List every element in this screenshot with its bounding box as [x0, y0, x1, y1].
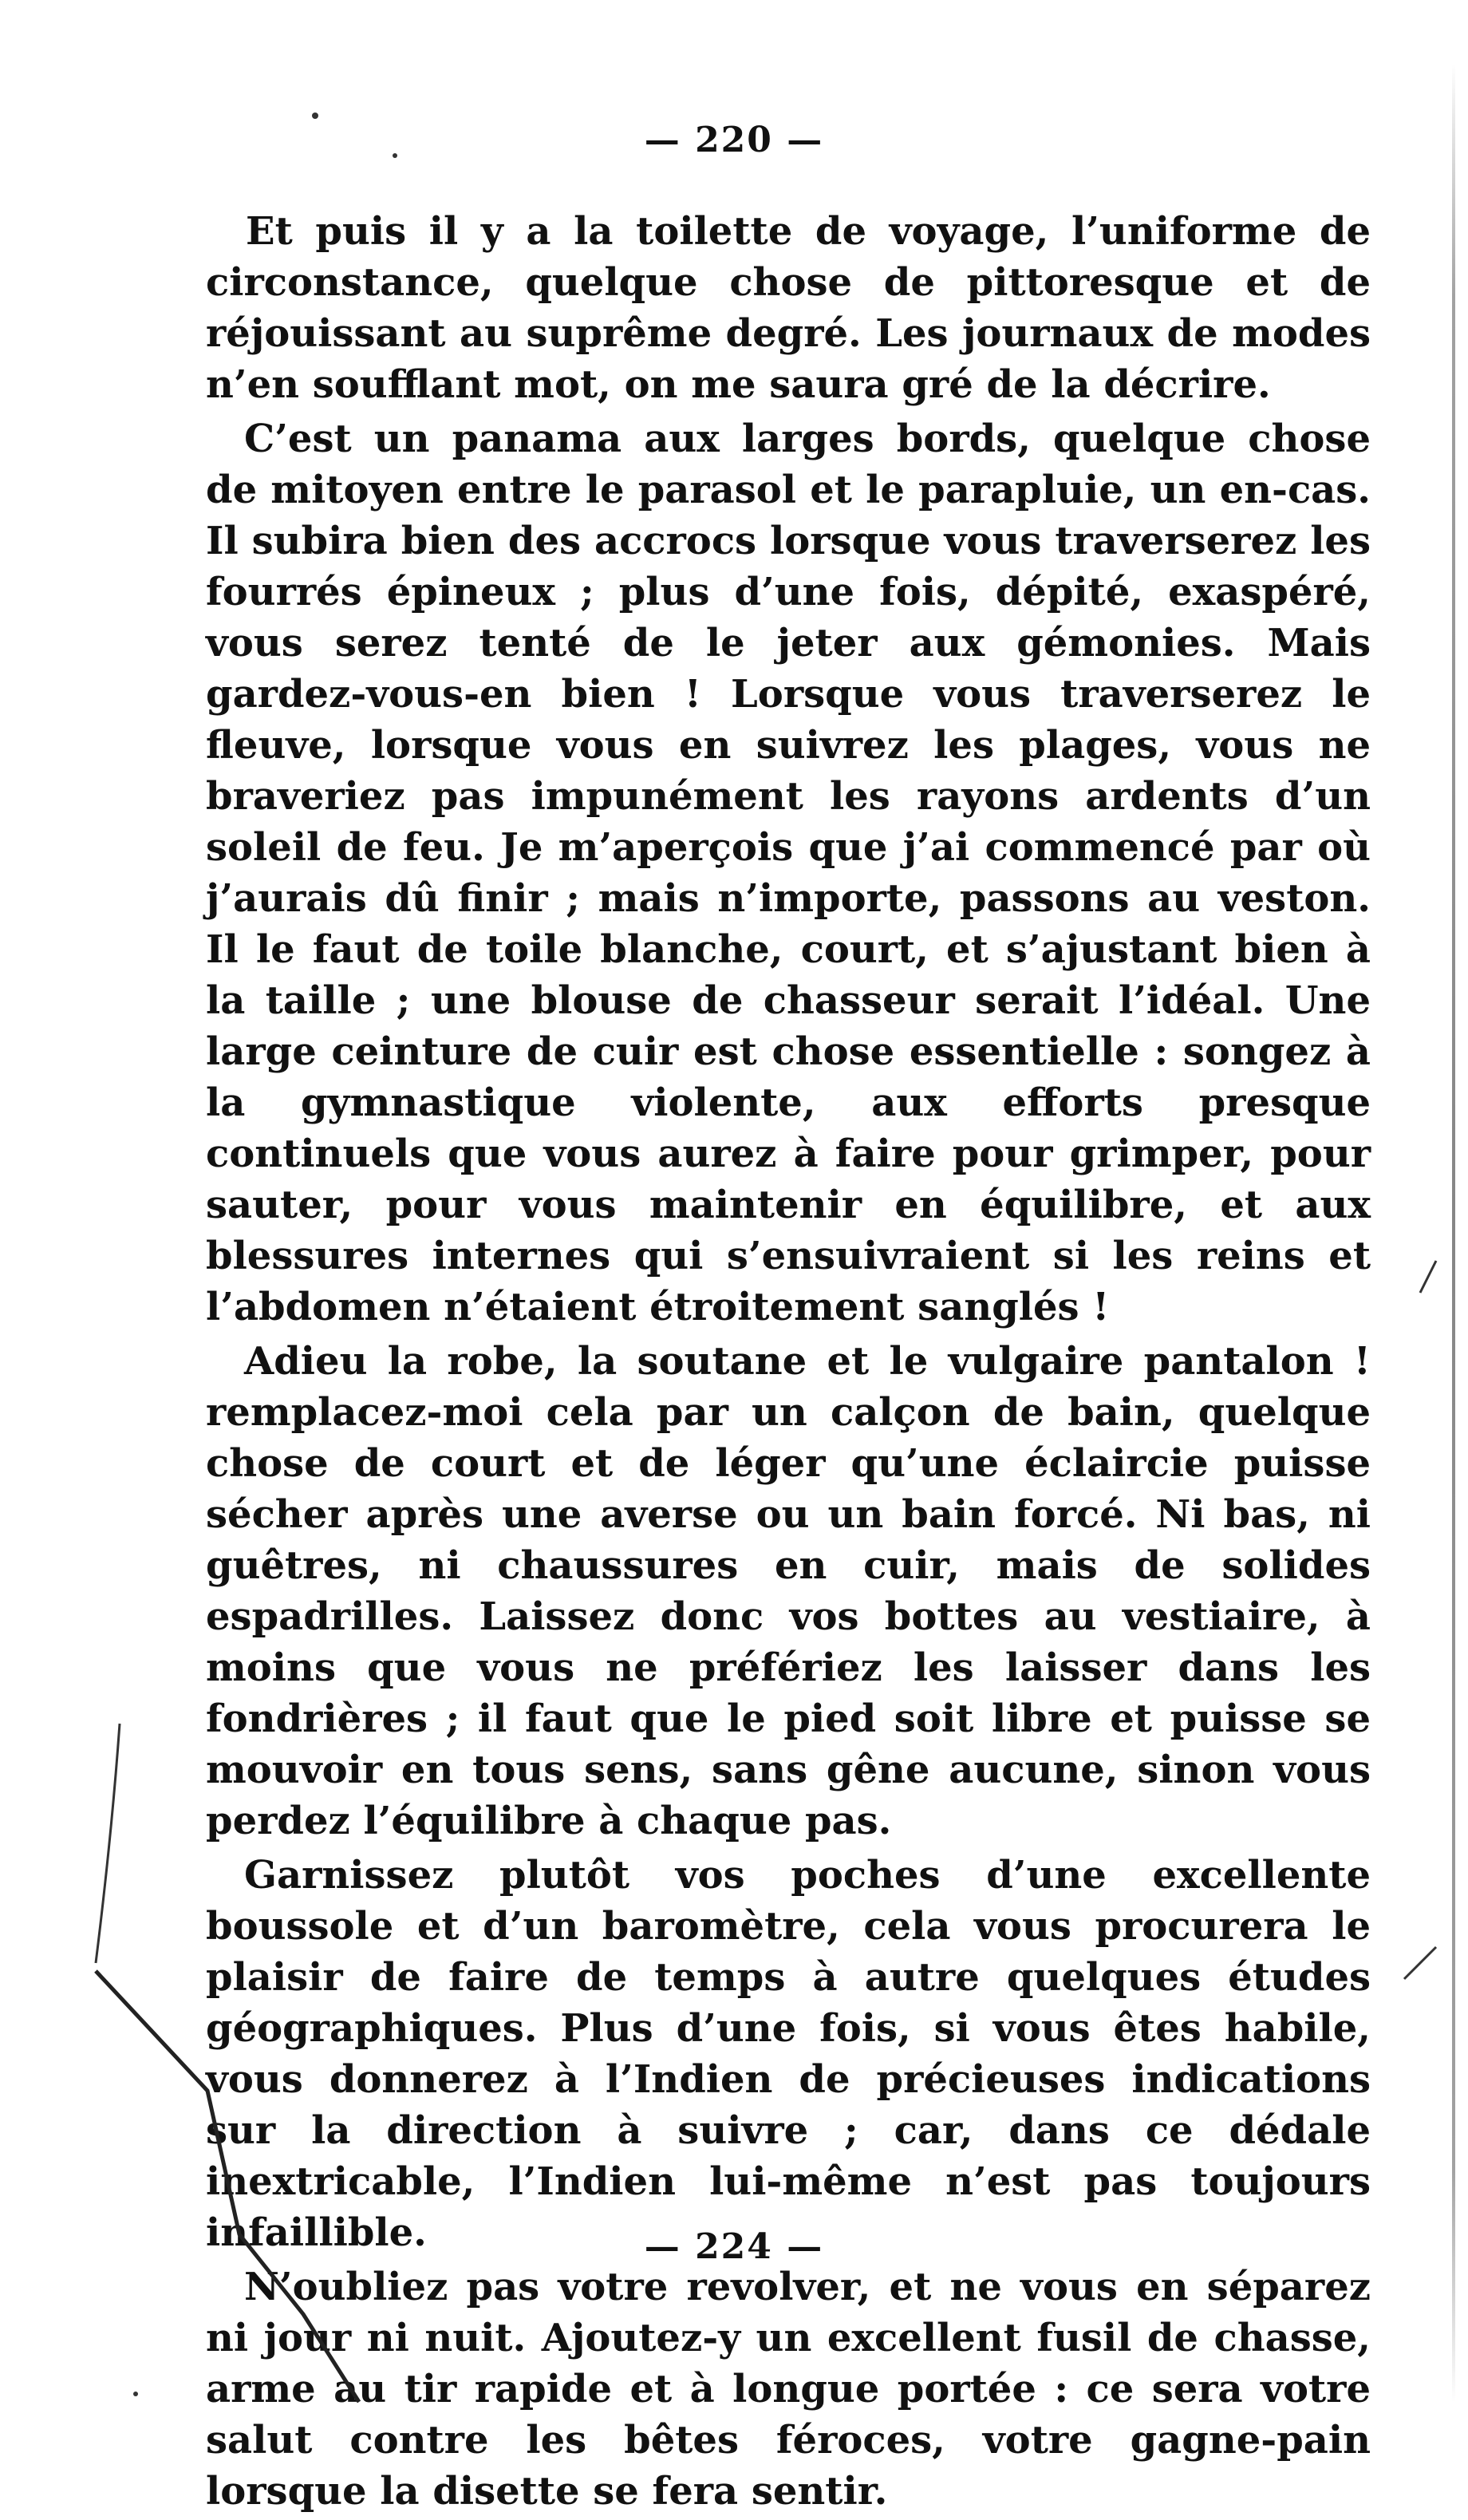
page-number-footer: — 224 — — [644, 2226, 824, 2267]
page-number-header: — 220 — — [644, 120, 824, 160]
paragraph-5: N’oubliez pas votre revolver, et ne vous en séparez ni jour ni nuit. Ajoutez-y un excellent fusil de chasse, arme au tir rapide et à longue portée : ce sera votre salut contre les bêtes féroces, votre gagne-pain lorsque la disette se fera sentir. — [206, 2265, 1371, 2514]
scan-speck-3 — [133, 2392, 138, 2396]
scan-edge-line — [1452, 64, 1455, 2402]
paragraph-2: C’est un panama aux larges bords, quelque chose de mitoyen entre le parasol et le parapluie, un en-cas. Il subira bien des accrocs lorsque vous traverserez les fourrés épineux ; plus d’une fois, dépité, exaspéré, vous serez tenté de le jeter aux gémonies. Mais gardez-vous-en bien ! Lorsque vous traverserez le fleuve, lorsque vous en suivrez les plages, vous ne braveriez pas impunément les rayons ardents d’un soleil de feu. Je m’aperçois que j’ai commencé par où j’aurais dû finir ; mais n’importe, passons au veston. Il le faut de toile blanche, court, et s’ajustant bien à la taille ; une blouse de chasseur serait l’idéal. Une large ceinture de cuir est chose essentielle : songez à la gymnastique violente, aux efforts presque continuels que vous aurez à faire pour grimper, pour sauter, pour vous maintenir en équilibre, et aux blessures internes qui s’ensuivraient si les reins et l’abdomen n’étaient étroitement sanglés ! — [206, 417, 1371, 1329]
scan-mark-right-tick — [1404, 1947, 1436, 1979]
scan-mark-right-tick-2 — [1420, 1261, 1436, 1293]
scan-mark-left-curve — [96, 1724, 120, 1963]
paragraph-3: Adieu la robe, la soutane et le vulgaire pantalon ! remplacez-moi cela par un calçon de bain, quelque chose de court et de léger qu’une éclaircie puisse sécher après une averse ou un bain forcé. Ni bas, ni guêtres, ni chaussures en cuir, mais de solides espadrilles. Laissez donc vos bottes au vestiaire, à moins que vous ne préfériez les laisser dans les fondrières ; il faut que le pied soit libre et puisse se mouvoir en tous sens, sans gêne aucune, sinon vous perdez l’équilibre à chaque pas. — [206, 1339, 1371, 1843]
paragraph-4: Garnissez plutôt vos poches d’une excellente boussole et d’un baromètre, cela vous procurera le plaisir de faire de temps à autre quelques études géographiques. Plus d’une fois, si vous êtes habile, vous donnerez à l’Indien de précieuses indications sur la direction à suivre ; car, dans ce dédale inextricable, l’Indien lui-même n’est pas toujours infaillible. — [206, 1853, 1371, 2255]
scan-speck-1 — [312, 113, 318, 119]
paragraph-1: Et puis il y a la toilette de voyage, l’uniforme de circonstance, quelque chose de pittoresque et de réjouissant au suprême degré. Les journaux de modes n’en soufflant mot, on me saura gré de la décrire. — [206, 209, 1371, 407]
body-text — [206, 206, 1371, 2520]
